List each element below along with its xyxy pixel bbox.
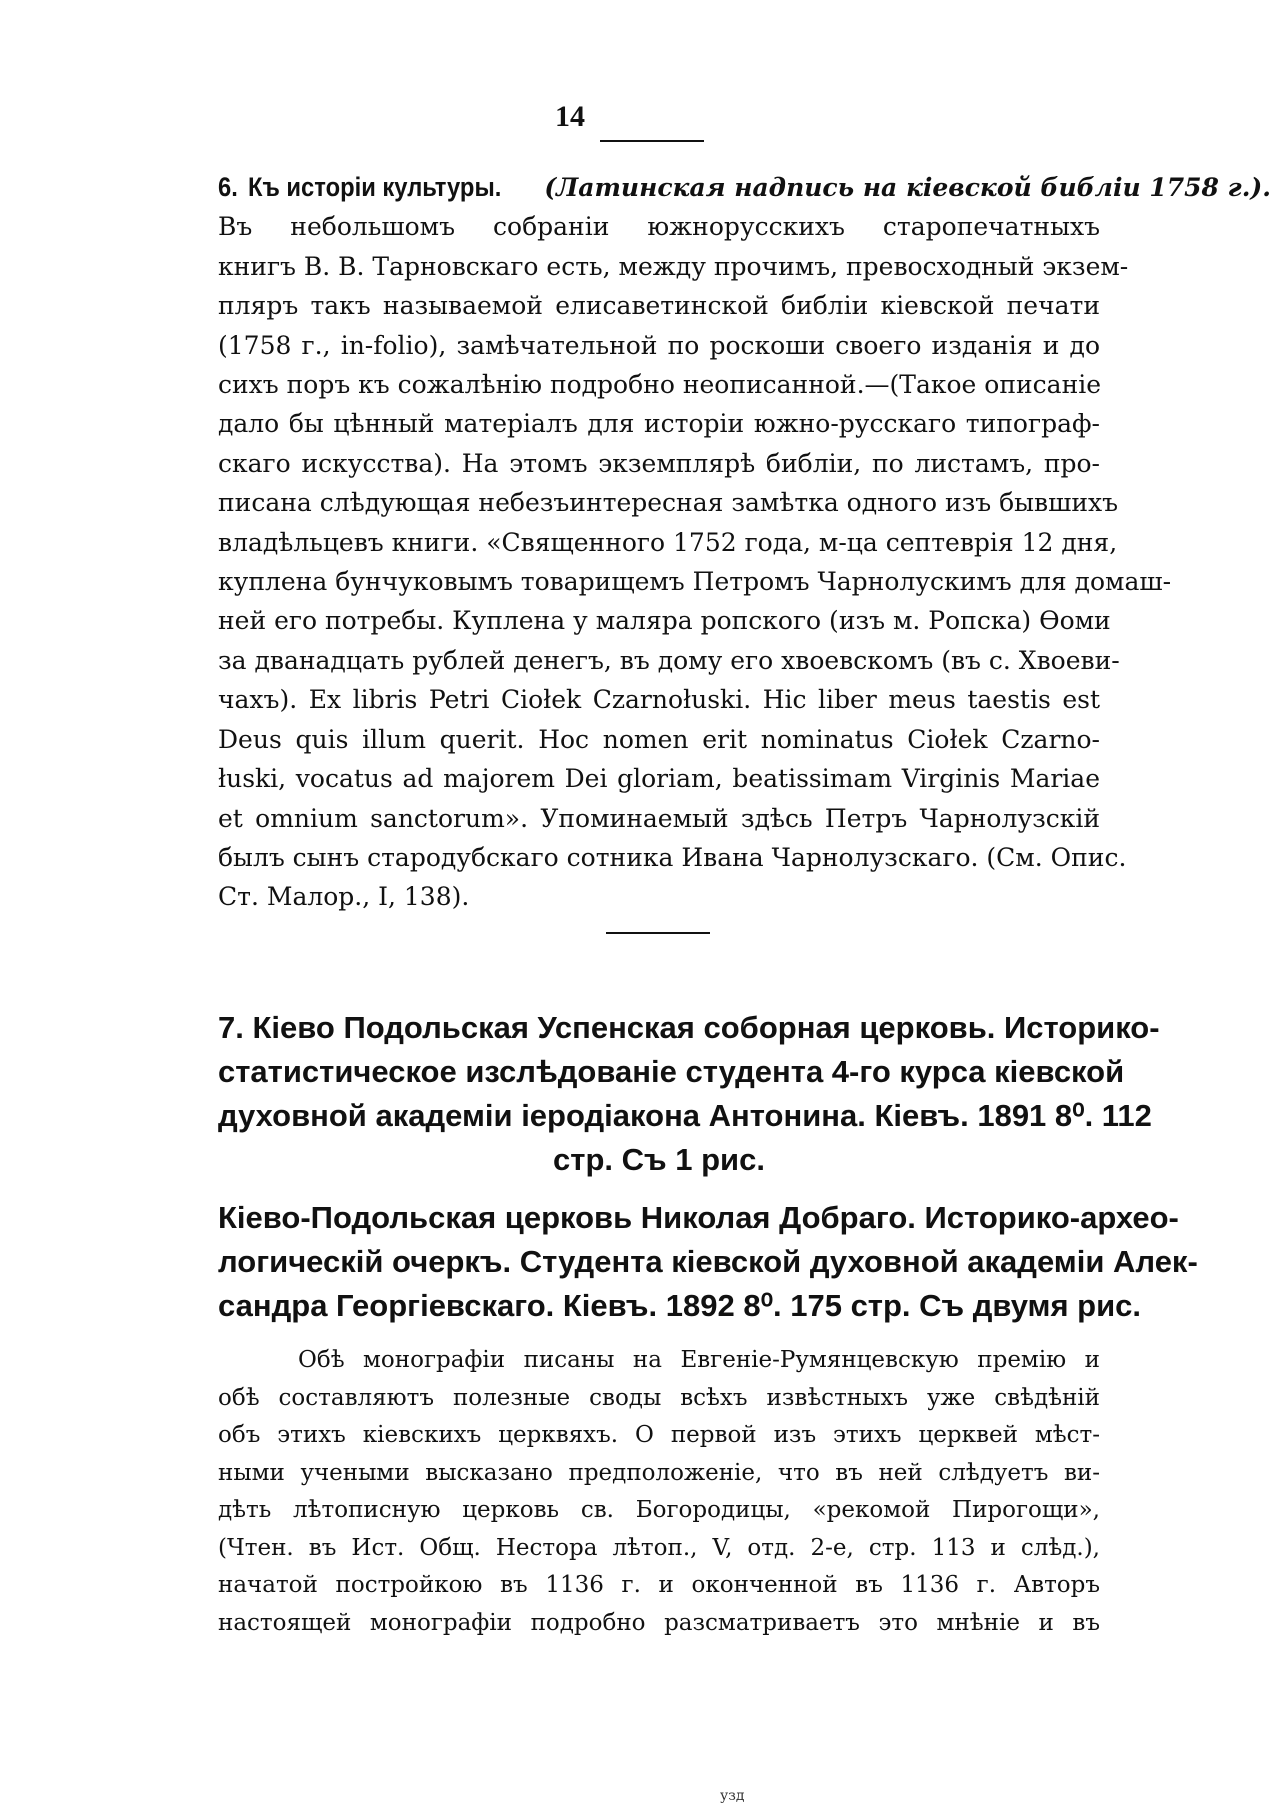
section-6-number: 6. <box>218 172 238 202</box>
section-6-line: книгъ В. В. Тарновскаго есть, между прочимъ, превосходный экзем- <box>218 251 1129 281</box>
review-line: объ этихъ кіевскихъ церквяхъ. О первой изъ этихъ церквей мѣст- <box>218 1422 1100 1448</box>
section-6-subheading: (Латинская надпись на кіевской библіи 1758 г.). <box>544 173 1271 202</box>
review-line: ными учеными высказано предположеніе, что въ ней слѣдуетъ ви- <box>218 1459 1100 1486</box>
section-6-line: чахъ). Ex libris Petri Ciołek Czarnołuski. Hic liber meus taestis est <box>218 685 1100 715</box>
review-line: (Чтен. въ Ист. Общ. Нестора лѣтоп., V, отд. 2-е, стр. 113 и слѣд.), <box>218 1534 1100 1561</box>
section-6 <box>218 168 1271 917</box>
section-6-line: Ст. Малор., I, 138). <box>218 882 470 912</box>
section-6-line: пляръ такъ называемой елисаветинской библіи кіевской печати <box>218 291 1100 321</box>
section-7 <box>218 1006 1198 1328</box>
section-6-line: łuski, vocatus ad majorem Dei gloriam, beatissimam Virginis Mariae <box>218 764 1100 794</box>
section-6-heading <box>218 168 1271 207</box>
section-7-item-1-line: статистическое изслѣдованіе студента 4-го курса кіевской <box>218 1054 1125 1089</box>
section-6-line: (1758 г., in-folio), замѣчательной по роскоши своего изданія и до <box>218 330 1100 360</box>
section-7-item-2-line: логическій очеркъ. Студента кіевской духовной академіи Алек- <box>218 1244 1198 1279</box>
section-6-line: et omnium sanctorum». Упоминаемый здѣсь Петръ Чарнолузскій <box>218 803 1100 833</box>
review-text <box>218 1342 1100 1642</box>
section-6-line: скаго искусства). На этомъ экземплярѣ библіи, по листамъ, про- <box>218 448 1100 478</box>
top-rule <box>600 140 704 142</box>
section-7-item-1-line: 7. Кіево Подольская Успенская соборная церковь. Историко- <box>218 1010 1160 1045</box>
section-6-line: ней его потребы. Куплена у маляра ропского (изъ м. Ропска) Өоми <box>218 606 1111 636</box>
review-line: обѣ составляютъ полезные своды всѣхъ извѣстныхъ уже свѣдѣній <box>218 1384 1100 1411</box>
review-line: начатой постройкою въ 1136 г. и оконченной въ 1136 г. Авторъ <box>218 1572 1100 1598</box>
page-number: 14 <box>555 100 585 133</box>
section-7-item-1-last: стр. Съ 1 рис. <box>553 1142 765 1177</box>
section-6-line: дало бы цѣнный матеріалъ для исторіи южно-русскаго типограф- <box>218 409 1100 439</box>
review-line: дѣть лѣтописную церковь св. Богородицы, «рекомой Пирогощи», <box>218 1497 1100 1523</box>
section-6-line: сихъ поръ къ сожалѣнію подробно неописанной.—(Такое описаніе <box>218 370 1102 400</box>
section-7-item-2-line: сандра Георгіевскаго. Кіевъ. 1892 8⁰. 175 стр. Съ двумя рис. <box>218 1288 1142 1323</box>
review-line: Обѣ монографіи писаны на Евгеніе-Румянцевскую премію и <box>298 1347 1100 1373</box>
section-6-line: былъ сынъ стародубскаго сотника Ивана Чарнолузскаго. (См. Опис. <box>218 842 1127 872</box>
section-6-line: куплена бунчуковымъ товарищемъ Петромъ Чарнолускимъ для домаш- <box>218 567 1172 597</box>
section-7-item-1-line: духовной академіи іеродіакона Антонина. Кіевъ. 1891 8⁰. 112 <box>218 1098 1152 1133</box>
section-6-line: владѣльцевъ книги. «Священного 1752 года, м-ца септеврія 12 дня, <box>218 527 1118 557</box>
section-6-line: Deus quis illum querit. Hoc nomen erit nominatus Ciołek Czarno- <box>218 724 1100 754</box>
middle-rule <box>606 932 710 934</box>
footer-mark: узд <box>720 1788 745 1804</box>
section-6-line: за дванадцать рублей денегъ, въ дому его хвоевскомъ (въ с. Хвоеви- <box>218 645 1120 675</box>
section-6-title: Къ исторіи культуры. <box>248 172 502 202</box>
section-6-line: Въ небольшомъ собраніи южнорусскихъ старопечатныхъ <box>218 212 1100 242</box>
section-7-item-2-line: Кіево-Подольская церковь Николая Добраго. Историко-архео- <box>218 1200 1179 1235</box>
section-6-line: писана слѣдующая небезъинтересная замѣтка одного изъ бывшихъ <box>218 488 1119 518</box>
review-line: настоящей монографіи подробно разсматриваетъ это мнѣніе и въ <box>218 1609 1100 1636</box>
